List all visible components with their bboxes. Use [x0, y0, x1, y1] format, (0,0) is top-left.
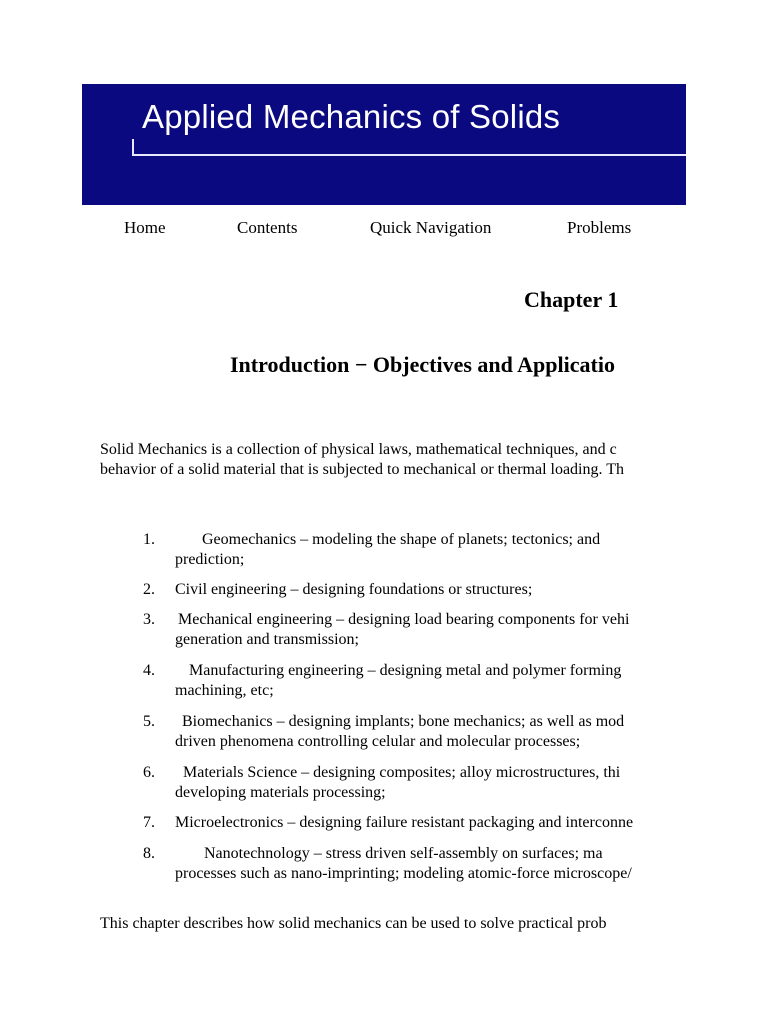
nav-link-home[interactable]: Home: [124, 218, 166, 237]
list-item-text: Microelectronics – designing failure resistant packaging and interconne: [175, 814, 634, 831]
intro-paragraph: [100, 440, 624, 480]
header-banner: [82, 84, 686, 205]
list-item-number: 7.: [143, 814, 155, 831]
list-item-number: 2.: [143, 581, 155, 598]
nav-link-quick-navigation[interactable]: Quick Navigation: [370, 218, 492, 237]
list-item-number: 5.: [143, 713, 155, 730]
list-item-text-continued: machining, etc;: [175, 682, 274, 699]
list-item-text-continued: generation and transmission;: [175, 631, 359, 648]
chapter-title: Introduction − Objectives and Applicatio: [230, 352, 615, 377]
list-item-text: Civil engineering – designing foundations or structures;: [175, 581, 533, 598]
list-item-number: 4.: [143, 662, 155, 679]
site-title: Applied Mechanics of Solids: [142, 98, 561, 135]
banner-divider-horizontal: [132, 154, 686, 156]
list-item-number: 8.: [143, 845, 155, 862]
intro-line: Solid Mechanics is a collection of physical laws, mathematical techniques, and c: [100, 441, 617, 458]
intro-line: behavior of a solid material that is subjected to mechanical or thermal loading. Th: [100, 461, 624, 478]
list-item-text-continued: driven phenomena controlling celular and molecular processes;: [175, 733, 581, 750]
list-item-text-continued: developing materials processing;: [175, 784, 386, 801]
list-item-number: 1.: [143, 531, 155, 548]
chapter-heading: Chapter 1: [524, 287, 619, 312]
list-item-text: Nanotechnology – stress driven self-assembly on surfaces; ma: [204, 845, 603, 862]
closing-paragraph: [100, 914, 607, 934]
list-item-text: Manufacturing engineering – designing metal and polymer forming: [189, 662, 622, 679]
list-item-text: Geomechanics – modeling the shape of planets; tectonics; and: [202, 531, 601, 548]
list-item-number: 3.: [143, 611, 155, 628]
nav-link-contents[interactable]: Contents: [237, 218, 298, 237]
list-item-number: 6.: [143, 764, 155, 781]
list-item-text: Mechanical engineering – designing load bearing components for vehi: [178, 611, 630, 628]
top-navigation: [0, 218, 686, 240]
list-item-text-continued: prediction;: [175, 551, 245, 568]
nav-link-problems[interactable]: Problems: [567, 218, 632, 237]
list-item-text: Materials Science – designing composites; alloy microstructures, thi: [183, 764, 621, 781]
list-item-text-continued: processes such as nano-imprinting; modeling atomic-force microscope/: [175, 865, 632, 882]
closing-line: This chapter describes how solid mechanics can be used to solve practical prob: [100, 915, 607, 932]
list-item-text: Biomechanics – designing implants; bone mechanics; as well as mod: [182, 713, 625, 730]
